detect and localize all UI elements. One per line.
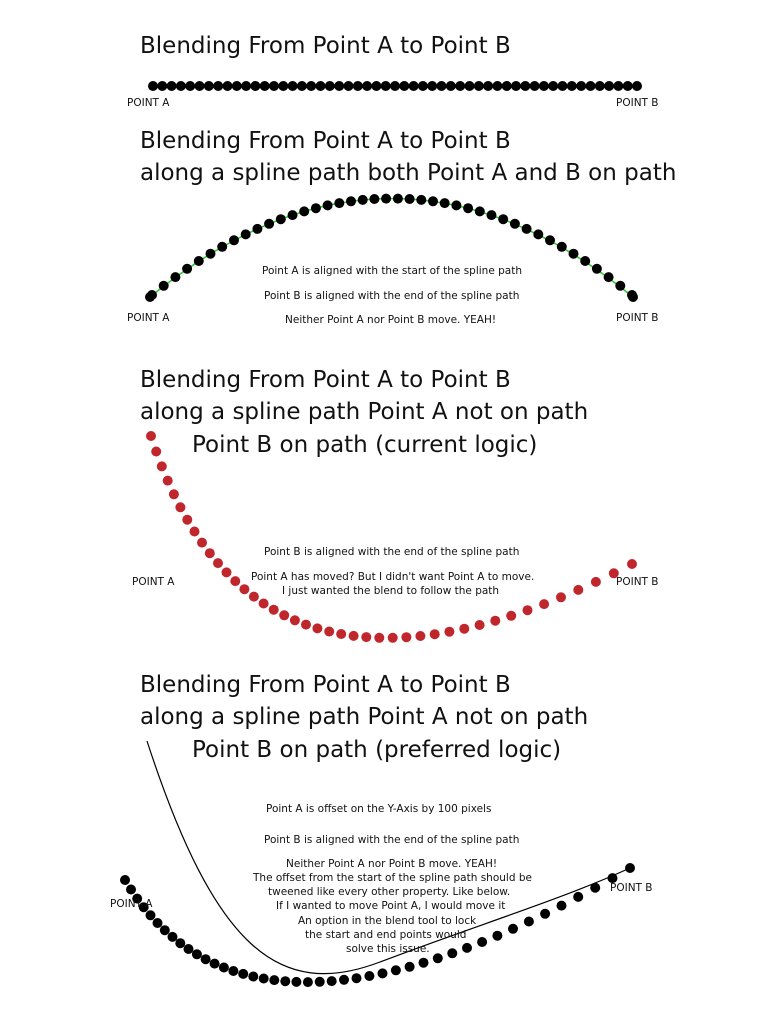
section-2-point-a-label: POINT A: [127, 312, 170, 324]
blend-dot: [190, 527, 200, 537]
blend-dot: [369, 194, 379, 204]
blend-dot: [195, 81, 205, 91]
blend-dot: [168, 932, 178, 942]
blend-dot: [539, 599, 549, 609]
blend-dot: [465, 81, 475, 91]
blend-dot: [556, 592, 566, 602]
blend-dot: [475, 206, 485, 216]
blend-dot: [462, 943, 472, 953]
section-3-point-a-label: POINT A: [132, 576, 175, 588]
blend-dot: [613, 81, 623, 91]
blend-dot: [241, 229, 251, 239]
blend-dot: [197, 538, 207, 548]
blend-dot: [419, 958, 429, 968]
blend-dot: [339, 975, 349, 985]
blend-dot: [490, 616, 500, 626]
blend-dot: [558, 81, 568, 91]
blend-dot: [182, 264, 192, 274]
blend-dot: [201, 954, 211, 964]
blend-dot: [477, 937, 487, 947]
blend-dot: [391, 965, 401, 975]
blend-dot: [405, 962, 415, 972]
blend-dot: [487, 210, 497, 220]
blend-dot: [557, 242, 567, 252]
blend-dot: [539, 81, 549, 91]
blend-dot: [353, 81, 363, 91]
blend-dot: [628, 292, 638, 302]
section-3-note-2: Point A has moved? But I didn't want Point A to move.: [251, 571, 535, 583]
blend-dot: [524, 917, 534, 927]
blend-dot: [586, 81, 596, 91]
blend-dot: [192, 949, 202, 959]
blend-dot: [325, 81, 335, 91]
section-4-note-1: Point A is offset on the Y-Axis by 100 pixels: [266, 803, 492, 815]
blend-dot: [344, 81, 354, 91]
blend-dot: [530, 81, 540, 91]
blend-dot: [523, 605, 533, 615]
section-2-note-1: Point A is aligned with the start of the spline path: [262, 265, 523, 277]
blend-dot: [580, 256, 590, 266]
blend-dot: [238, 969, 248, 979]
blend-dot: [185, 81, 195, 91]
section-2-title-line-1: Blending From Point A to Point B: [140, 128, 511, 154]
blend-dot: [573, 585, 583, 595]
blend-dot: [459, 624, 469, 634]
blend-dot: [163, 476, 173, 486]
blend-dot: [153, 918, 163, 928]
blend-dot: [223, 81, 233, 91]
blend-dot: [349, 631, 359, 641]
section-4-note-9: solve this issue.: [346, 943, 430, 955]
section-4-note-5: tweened like every other property. Like below.: [268, 886, 511, 898]
blend-dot: [502, 81, 512, 91]
blend-dot: [176, 81, 186, 91]
blend-dot: [625, 863, 635, 873]
blend-dot: [167, 81, 177, 91]
blend-dot: [533, 229, 543, 239]
section-2-blend-dots: [145, 194, 638, 302]
blend-dot: [324, 627, 334, 637]
blend-dot: [306, 81, 316, 91]
blend-dot: [297, 81, 307, 91]
blend-dot: [205, 548, 215, 558]
section-2-title-line-2: along a spline path both Point A and B on path: [140, 160, 677, 186]
blend-dot: [595, 81, 605, 91]
blend-dot: [175, 938, 185, 948]
blend-dot: [291, 977, 301, 987]
blend-dot: [303, 977, 313, 987]
blend-dot: [455, 81, 465, 91]
blend-dot: [148, 81, 158, 91]
blend-dot: [463, 203, 473, 213]
blend-dot: [623, 81, 633, 91]
blend-dot: [520, 81, 530, 91]
blend-dot: [170, 272, 180, 282]
section-4-title-line-2: along a spline path Point A not on path: [140, 704, 589, 730]
section-4-title-line-3: Point B on path (preferred logic): [192, 737, 562, 763]
blend-dot: [428, 196, 438, 206]
blend-dot: [213, 558, 223, 568]
blend-dot: [230, 576, 240, 586]
blend-dot: [352, 973, 362, 983]
blend-dot: [213, 81, 223, 91]
blend-dot: [511, 81, 521, 91]
blend-dot: [416, 195, 426, 205]
blend-dot: [346, 196, 356, 206]
blend-dot: [444, 627, 454, 637]
blend-dot: [604, 81, 614, 91]
blend-dot: [336, 629, 346, 639]
section-straight-blend: [127, 33, 659, 109]
straight-blend-dots: [148, 81, 642, 91]
section-4-point-b-label: POINT B: [610, 882, 653, 894]
blend-dot: [475, 620, 485, 630]
blend-dot: [259, 599, 269, 609]
blend-dot: [510, 219, 520, 229]
section-3-title-line-2: along a spline path Point A not on path: [140, 399, 589, 425]
section-4-note-6: If I wanted to move Point A, I would move it: [276, 900, 506, 912]
blend-dot: [632, 81, 642, 91]
blend-dot: [228, 966, 238, 976]
blend-dot: [522, 224, 532, 234]
blend-dot: [288, 81, 298, 91]
blend-dot: [401, 632, 411, 642]
blend-dot: [312, 623, 322, 633]
blend-dot: [259, 974, 269, 984]
blend-dot: [567, 81, 577, 91]
blend-dot: [415, 631, 425, 641]
blend-dot: [169, 489, 179, 499]
blend-dot: [548, 81, 558, 91]
blend-dot: [241, 81, 251, 91]
blend-dot: [157, 461, 167, 471]
blend-dot: [301, 620, 311, 630]
section-4-note-2: Point B is aligned with the end of the spline path: [264, 834, 520, 846]
blend-dot: [590, 883, 600, 893]
blend-dot: [157, 81, 167, 91]
section-4-note-7: An option in the blend tool to lock: [298, 915, 477, 927]
section-1-title-line-1: Blending From Point A to Point B: [140, 33, 511, 59]
blend-dot: [437, 81, 447, 91]
blend-dot: [483, 81, 493, 91]
blend-dot: [145, 292, 155, 302]
blend-dot: [540, 909, 550, 919]
blend-dot: [440, 198, 450, 208]
blend-dot: [146, 910, 156, 920]
section-3-note-1: Point B is aligned with the end of the spline path: [264, 546, 520, 558]
blend-dot: [146, 431, 156, 441]
blend-dot: [409, 81, 419, 91]
section-4-note-8: the start and end points would: [305, 929, 467, 941]
section-2-note-3: Neither Point A nor Point B move. YEAH!: [285, 314, 497, 326]
blend-dot: [151, 447, 161, 457]
blend-dot: [447, 948, 457, 958]
blend-dot: [393, 194, 403, 204]
blend-dot: [175, 502, 185, 512]
blend-dot: [182, 515, 192, 525]
blend-dot: [371, 81, 381, 91]
section-3-blend-dots: [146, 431, 637, 643]
blend-dot: [288, 210, 298, 220]
blend-dot: [545, 235, 555, 245]
blend-dot: [219, 963, 229, 973]
blend-dot: [576, 81, 586, 91]
blend-dot: [229, 235, 239, 245]
section-1-point-b-label: POINT B: [616, 97, 659, 109]
blend-dot: [498, 214, 508, 224]
blend-dot: [399, 81, 409, 91]
blend-dot: [264, 219, 274, 229]
blend-dot: [557, 901, 567, 911]
blend-dot: [311, 203, 321, 213]
blend-dot: [217, 242, 227, 252]
section-1-point-a-label: POINT A: [127, 97, 170, 109]
blend-dot: [433, 953, 443, 963]
blend-dot: [388, 633, 398, 643]
blend-dot: [323, 200, 333, 210]
blend-dot: [358, 195, 368, 205]
blend-dot: [430, 629, 440, 639]
section-spline-current-logic: [132, 367, 659, 643]
blend-dot: [573, 892, 583, 902]
blend-dot: [364, 971, 374, 981]
blend-dot: [492, 931, 502, 941]
section-4-note-4: The offset from the start of the spline path should be: [253, 872, 532, 884]
blend-dot: [405, 194, 415, 204]
blend-dot: [334, 81, 344, 91]
blend-dot: [374, 633, 384, 643]
blend-dot: [194, 256, 204, 266]
blend-dot: [222, 567, 232, 577]
blend-dot: [120, 875, 130, 885]
blend-dot: [361, 632, 371, 642]
blend-dot: [591, 577, 601, 587]
blend-dot: [451, 200, 461, 210]
blend-dot: [604, 272, 614, 282]
section-2-note-2: Point B is aligned with the end of the spline path: [264, 290, 520, 302]
blend-dot: [427, 81, 437, 91]
blend-dot: [232, 81, 242, 91]
section-4-title-line-1: Blending From Point A to Point B: [140, 672, 511, 698]
blend-dot: [239, 584, 249, 594]
blend-dot: [316, 81, 326, 91]
blend-dot: [299, 206, 309, 216]
blend-dot: [390, 81, 400, 91]
blend-dot: [627, 559, 637, 569]
section-spline-preferred-logic: [110, 672, 653, 987]
blend-dot: [210, 959, 220, 969]
blend-dot: [492, 81, 502, 91]
blend-dot: [506, 611, 516, 621]
blend-dot: [615, 281, 625, 291]
blend-dot: [508, 924, 518, 934]
blend-dot: [252, 224, 262, 234]
blend-dot: [204, 81, 214, 91]
blend-dot: [474, 81, 484, 91]
blend-dot: [592, 264, 602, 274]
blend-dot: [381, 81, 391, 91]
blend-dot: [159, 281, 169, 291]
blend-dot: [248, 972, 258, 982]
section-3-point-b-label: POINT B: [616, 576, 659, 588]
section-spline-both-on-path: [127, 128, 676, 326]
section-4-note-3: Neither Point A nor Point B move. YEAH!: [286, 858, 498, 870]
blend-dot: [250, 81, 260, 91]
blend-dot: [569, 249, 579, 259]
blend-dot: [327, 976, 337, 986]
blend-dot: [278, 81, 288, 91]
blend-dot: [249, 592, 259, 602]
section-3-note-3: I just wanted the blend to follow the path: [282, 585, 500, 597]
section-3-title-line-3: Point B on path (current logic): [192, 432, 538, 458]
blend-dot: [315, 977, 325, 987]
blend-dot: [269, 605, 279, 615]
section-2-point-b-label: POINT B: [616, 312, 659, 324]
blend-dot: [269, 81, 279, 91]
blend-dot: [280, 976, 290, 986]
blend-dot: [279, 610, 289, 620]
blend-dot: [381, 194, 391, 204]
blend-dot: [160, 925, 170, 935]
blend-dot: [276, 214, 286, 224]
blend-dot: [334, 198, 344, 208]
blend-dot: [184, 944, 194, 954]
blend-dot: [269, 975, 279, 985]
section-3-title-line-1: Blending From Point A to Point B: [140, 367, 511, 393]
blend-dot: [260, 81, 270, 91]
blend-dot: [446, 81, 456, 91]
blend-dot: [362, 81, 372, 91]
blend-dot: [290, 615, 300, 625]
blend-dot: [206, 249, 216, 259]
section-4-point-a-label: POINT A: [110, 898, 153, 910]
blend-dot: [418, 81, 428, 91]
blend-dot: [378, 968, 388, 978]
blend-dot: [126, 885, 136, 895]
